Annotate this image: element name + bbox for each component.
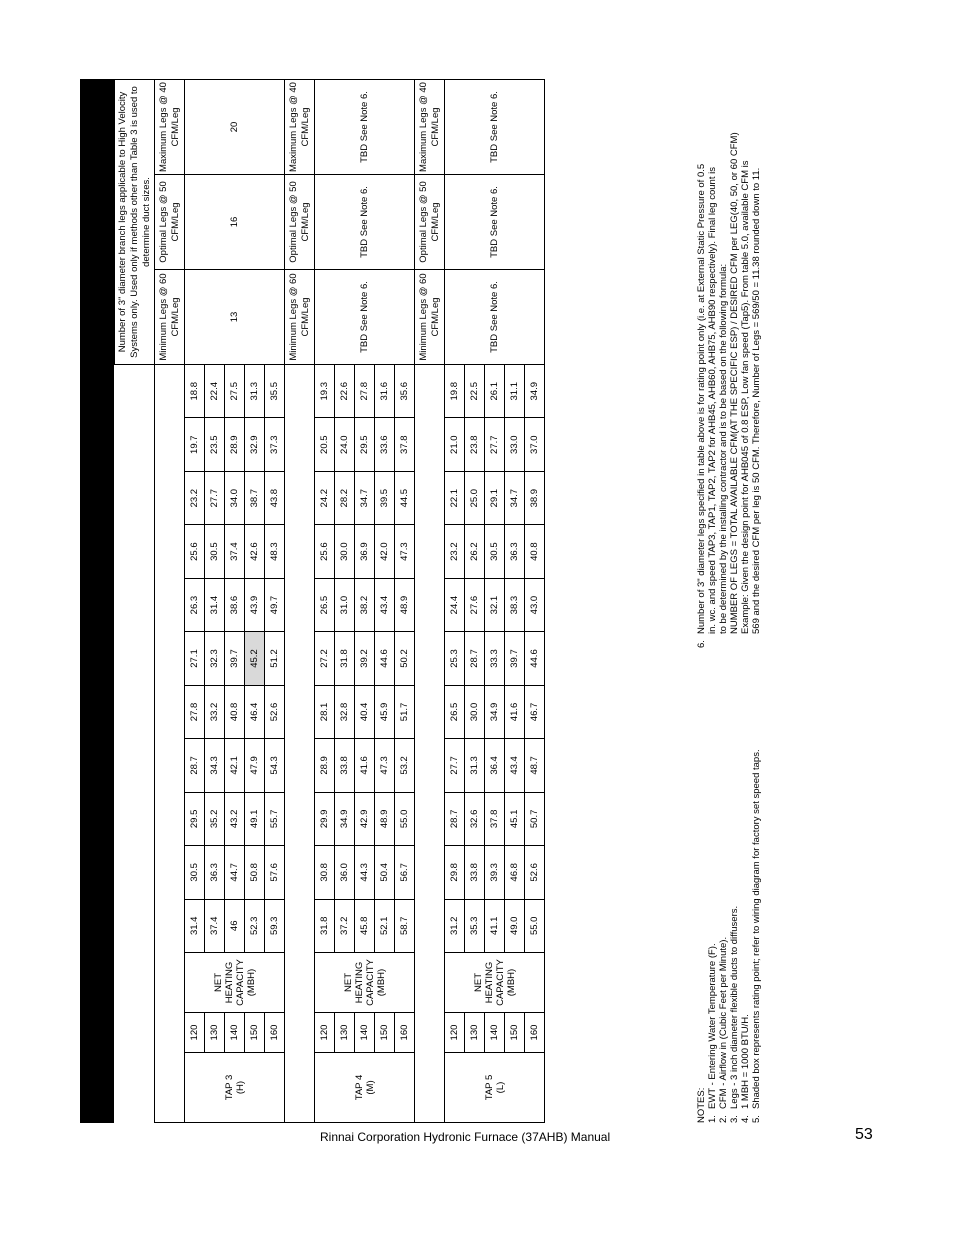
value-cell: 26.1 bbox=[485, 365, 505, 418]
value-cell: 31.2 bbox=[445, 899, 465, 952]
ewt-cell: 150 bbox=[505, 1013, 525, 1053]
value-cell: 22.6 bbox=[335, 365, 355, 418]
value-cell: 41.6 bbox=[505, 685, 525, 738]
note-6-line-4: NUMBER OF LEGS = TOTAL AVAILABLE CFM(AT THE SPECIFIC ESP) / DESIRED CFM per LEG(40, 50, or 60 CFM) bbox=[729, 132, 740, 634]
value-cell: 46.7 bbox=[525, 685, 545, 738]
value-cell: 55.0 bbox=[395, 792, 415, 845]
value-cell: 43.0 bbox=[525, 578, 545, 631]
legs-max-cell: TBD See Note 6. bbox=[315, 80, 415, 175]
value-cell: 38.2 bbox=[355, 578, 375, 631]
footer-title: Rinnai Corporation Hydronic Furnace (37AHB) Manual bbox=[320, 1130, 611, 1144]
value-cell: 31.8 bbox=[335, 632, 355, 685]
value-cell: 55.7 bbox=[265, 792, 285, 845]
value-cell: 26.5 bbox=[315, 578, 335, 631]
net-heating-capacity-table bbox=[80, 79, 644, 1123]
legs-opt-cell: TBD See Note 6. bbox=[315, 175, 415, 270]
table-row bbox=[315, 80, 335, 1123]
value-cell: 44.3 bbox=[355, 846, 375, 899]
value-cell: 42.9 bbox=[355, 792, 375, 845]
value-cell: 45.2 bbox=[245, 632, 265, 685]
value-cell: 39.7 bbox=[225, 632, 245, 685]
note-6-line-2: in. wc. and speed TAP3, TAP1, TAP2, TAP2 for AHB45, AHB60, AHB75, AHB90 respectively). Final leg count is bbox=[707, 167, 718, 634]
value-cell: 38.3 bbox=[505, 578, 525, 631]
value-cell: 33.8 bbox=[465, 846, 485, 899]
value-cell: 21.0 bbox=[445, 418, 465, 471]
value-cell: 22.4 bbox=[205, 365, 225, 418]
value-cell: 28.9 bbox=[315, 739, 335, 792]
value-cell: 50.2 bbox=[395, 632, 415, 685]
note-6-line-3: to be determined by the installing contractor and is to be based on the following formula: bbox=[718, 263, 729, 634]
leg-header-max: Maximum Legs @ 40 CFM/Leg bbox=[415, 80, 445, 175]
value-cell: 26.3 bbox=[185, 578, 205, 631]
value-cell: 30.5 bbox=[185, 846, 205, 899]
value-cell: 19.8 bbox=[445, 365, 465, 418]
value-cell: 34.9 bbox=[485, 685, 505, 738]
value-cell: 38.9 bbox=[525, 471, 545, 524]
value-cell: 49.7 bbox=[265, 578, 285, 631]
value-cell: 25.6 bbox=[315, 525, 335, 578]
legs-header-cell: Number of 3" diameter branch legs applicable to High Velocity Systems only. Used only if methods other than Table 3 is used to determine duct sizes. bbox=[115, 80, 155, 365]
value-cell: 34.0 bbox=[225, 471, 245, 524]
value-cell: 25.3 bbox=[445, 632, 465, 685]
note-text: CFM - Airflow in (Cubic Feet per Minute). bbox=[718, 936, 729, 1109]
value-cell: 31.6 bbox=[375, 365, 395, 418]
value-cell: 31.4 bbox=[205, 578, 225, 631]
value-cell: 28.7 bbox=[445, 792, 465, 845]
value-cell: 29.5 bbox=[185, 792, 205, 845]
value-cell: 44.5 bbox=[395, 471, 415, 524]
value-cell: 55.0 bbox=[525, 899, 545, 952]
ewt-cell: 120 bbox=[315, 1013, 335, 1053]
value-cell: 48.9 bbox=[395, 578, 415, 631]
value-cell: 27.8 bbox=[355, 365, 375, 418]
leg-header-min: Minimum Legs @ 60 CFM/Leg bbox=[415, 270, 445, 365]
value-cell: 52.6 bbox=[265, 685, 285, 738]
ewt-cell: 160 bbox=[395, 1013, 415, 1053]
value-cell: 19.3 bbox=[315, 365, 335, 418]
value-cell: 29.9 bbox=[315, 792, 335, 845]
value-cell: 39.5 bbox=[375, 471, 395, 524]
table-row bbox=[185, 80, 205, 1123]
tap-sub-label: (M) bbox=[364, 1080, 376, 1095]
value-cell: 36.3 bbox=[505, 525, 525, 578]
value-cell: 26.5 bbox=[445, 685, 465, 738]
value-cell: 58.7 bbox=[395, 899, 415, 952]
value-cell: 51.7 bbox=[395, 685, 415, 738]
value-cell: 29.1 bbox=[485, 471, 505, 524]
note-text: 1 MBH = 1000 BTU/H. bbox=[740, 1014, 751, 1109]
value-cell: 48.9 bbox=[375, 792, 395, 845]
value-cell: 50.4 bbox=[375, 846, 395, 899]
tap-label: TAP 3 bbox=[223, 1074, 235, 1101]
notes-title: NOTES: bbox=[696, 1087, 707, 1123]
value-cell: 24.0 bbox=[335, 418, 355, 471]
value-cell: 43.2 bbox=[225, 792, 245, 845]
ewt-cell: 150 bbox=[245, 1013, 265, 1053]
tap-sub-label: (L) bbox=[494, 1081, 506, 1094]
value-cell: 37.4 bbox=[205, 899, 225, 952]
note-item bbox=[751, 693, 762, 1123]
value-cell: 19.7 bbox=[185, 418, 205, 471]
leg-header-max: Maximum Legs @ 40 CFM/Leg bbox=[285, 80, 315, 175]
value-cell: 43.4 bbox=[375, 578, 395, 631]
ewt-cell: 140 bbox=[355, 1013, 375, 1053]
page-number: 53 bbox=[855, 1126, 873, 1143]
note-number: 5. bbox=[751, 1115, 762, 1123]
value-cell: 31.0 bbox=[335, 578, 355, 631]
section-subheader-row bbox=[285, 80, 315, 1123]
value-cell: 30.0 bbox=[465, 685, 485, 738]
note-6-number: 6. bbox=[696, 640, 707, 648]
value-cell: 36.9 bbox=[355, 525, 375, 578]
value-cell: 49.1 bbox=[245, 792, 265, 845]
value-cell: 46.8 bbox=[505, 846, 525, 899]
section-subheader-row bbox=[415, 80, 445, 1123]
legs-min-cell: TBD See Note 6. bbox=[315, 270, 415, 365]
value-cell: 22.1 bbox=[445, 471, 465, 524]
value-cell: 35.6 bbox=[395, 365, 415, 418]
value-cell: 24.4 bbox=[445, 578, 465, 631]
value-cell: 41.6 bbox=[355, 739, 375, 792]
value-cell: 36.3 bbox=[205, 846, 225, 899]
value-cell: 36.0 bbox=[335, 846, 355, 899]
legs-header-row bbox=[115, 80, 155, 1123]
value-cell: 32.9 bbox=[245, 418, 265, 471]
value-cell: 41.1 bbox=[485, 899, 505, 952]
tap-sub-label: (H) bbox=[234, 1080, 246, 1095]
value-cell: 29.8 bbox=[445, 846, 465, 899]
value-cell: 38.6 bbox=[225, 578, 245, 631]
value-cell: 35.5 bbox=[265, 365, 285, 418]
note-6 bbox=[696, 38, 762, 648]
value-cell: 37.4 bbox=[225, 525, 245, 578]
value-cell: 33.6 bbox=[375, 418, 395, 471]
note-text: EWT - Entering Water Temperature (F). bbox=[707, 943, 718, 1109]
value-cell: 44.6 bbox=[525, 632, 545, 685]
value-cell: 36.4 bbox=[485, 739, 505, 792]
leg-header-max: Maximum Legs @ 40 CFM/Leg bbox=[155, 80, 185, 175]
value-cell: 27.7 bbox=[445, 739, 465, 792]
subheader-blank-cell bbox=[415, 365, 445, 1123]
leg-header-opt: Optimal Legs @ 50 CFM/Leg bbox=[155, 175, 185, 270]
value-cell: 28.9 bbox=[225, 418, 245, 471]
value-cell: 27.8 bbox=[185, 685, 205, 738]
note-item bbox=[718, 693, 729, 1123]
value-cell: 30.5 bbox=[205, 525, 225, 578]
value-cell: 45.8 bbox=[355, 899, 375, 952]
value-cell: 42.1 bbox=[225, 739, 245, 792]
value-cell: 33.8 bbox=[335, 739, 355, 792]
ewt-cell: 120 bbox=[445, 1013, 465, 1053]
value-cell: 30.5 bbox=[485, 525, 505, 578]
value-cell: 31.3 bbox=[245, 365, 265, 418]
value-cell: 45.1 bbox=[505, 792, 525, 845]
value-cell: 34.9 bbox=[335, 792, 355, 845]
value-cell: 27.6 bbox=[465, 578, 485, 631]
value-cell: 52.1 bbox=[375, 899, 395, 952]
value-cell: 32.6 bbox=[465, 792, 485, 845]
value-cell: 30.8 bbox=[315, 846, 335, 899]
value-cell: 47.3 bbox=[395, 525, 415, 578]
ewt-cell: 150 bbox=[375, 1013, 395, 1053]
value-cell: 29.5 bbox=[355, 418, 375, 471]
value-cell: 32.1 bbox=[485, 578, 505, 631]
header-blank-cell bbox=[115, 365, 155, 1123]
table-title-bar bbox=[80, 79, 114, 1123]
value-cell: 52.6 bbox=[525, 846, 545, 899]
value-cell: 33.0 bbox=[505, 418, 525, 471]
ewt-cell: 160 bbox=[525, 1013, 545, 1053]
value-cell: 27.5 bbox=[225, 365, 245, 418]
note-number: 2. bbox=[718, 1115, 729, 1123]
value-cell: 34.7 bbox=[355, 471, 375, 524]
tap-label: TAP 4 bbox=[353, 1074, 365, 1101]
value-cell: 37.8 bbox=[395, 418, 415, 471]
value-cell: 43.4 bbox=[505, 739, 525, 792]
value-cell: 31.3 bbox=[465, 739, 485, 792]
value-cell: 28.1 bbox=[315, 685, 335, 738]
value-cell: 38.7 bbox=[245, 471, 265, 524]
value-cell: 40.8 bbox=[525, 525, 545, 578]
value-cell: 48.3 bbox=[265, 525, 285, 578]
value-cell: 50.8 bbox=[245, 846, 265, 899]
leg-header-min: Minimum Legs @ 60 CFM/Leg bbox=[155, 270, 185, 365]
value-cell: 25.6 bbox=[185, 525, 205, 578]
note-number: 4. bbox=[740, 1115, 751, 1123]
value-cell: 23.2 bbox=[445, 525, 465, 578]
value-cell: 34.7 bbox=[505, 471, 525, 524]
value-cell: 32.3 bbox=[205, 632, 225, 685]
legs-min-cell: 13 bbox=[185, 270, 285, 365]
value-cell: 43.9 bbox=[245, 578, 265, 631]
ewt-cell: 160 bbox=[265, 1013, 285, 1053]
note-number: 1. bbox=[707, 1115, 718, 1123]
value-cell: 39.2 bbox=[355, 632, 375, 685]
leg-header-min: Minimum Legs @ 60 CFM/Leg bbox=[285, 270, 315, 365]
value-cell: 44.7 bbox=[225, 846, 245, 899]
section-subheader-row bbox=[155, 80, 185, 1123]
value-cell: 56.7 bbox=[395, 846, 415, 899]
value-cell: 23.5 bbox=[205, 418, 225, 471]
value-cell: 35.3 bbox=[465, 899, 485, 952]
legs-min-cell: TBD See Note 6. bbox=[445, 270, 545, 365]
net-heating-label: NET HEATING CAPACITY (MBH) bbox=[315, 953, 415, 1013]
note-number: 3. bbox=[729, 1115, 740, 1123]
notes-left-column bbox=[696, 693, 762, 1123]
value-cell: 40.8 bbox=[225, 685, 245, 738]
value-cell: 37.0 bbox=[525, 418, 545, 471]
value-cell: 46 bbox=[225, 899, 245, 952]
value-cell: 37.8 bbox=[485, 792, 505, 845]
value-cell: 51.2 bbox=[265, 632, 285, 685]
note-6-line-6: 569 and the desired CFM per leg is 50 CFM. Therefore, Number of Legs = 569/50 = 11.38 rounded down to 11. bbox=[751, 167, 762, 634]
value-cell: 31.1 bbox=[505, 365, 525, 418]
legs-opt-cell: 16 bbox=[185, 175, 285, 270]
net-heating-label: NET HEATING CAPACITY (MBH) bbox=[185, 953, 285, 1013]
value-cell: 23.2 bbox=[185, 471, 205, 524]
value-cell: 28.7 bbox=[465, 632, 485, 685]
value-cell: 33.3 bbox=[485, 632, 505, 685]
value-cell: 49.0 bbox=[505, 899, 525, 952]
value-cell: 27.2 bbox=[315, 632, 335, 685]
value-cell: 39.3 bbox=[485, 846, 505, 899]
net-heating-label: NET HEATING CAPACITY (MBH) bbox=[445, 953, 545, 1013]
value-cell: 44.6 bbox=[375, 632, 395, 685]
value-cell: 53.2 bbox=[395, 739, 415, 792]
value-cell: 18.8 bbox=[185, 365, 205, 418]
value-cell: 43.8 bbox=[265, 471, 285, 524]
value-cell: 28.2 bbox=[335, 471, 355, 524]
value-cell: 50.7 bbox=[525, 792, 545, 845]
value-cell: 22.5 bbox=[465, 365, 485, 418]
ewt-cell: 140 bbox=[225, 1013, 245, 1053]
value-cell: 37.2 bbox=[335, 899, 355, 952]
tap-cell bbox=[445, 1053, 545, 1123]
tap-label: TAP 5 bbox=[483, 1074, 495, 1101]
value-cell: 37.3 bbox=[265, 418, 285, 471]
leg-header-opt: Optimal Legs @ 50 CFM/Leg bbox=[285, 175, 315, 270]
capacity-grid bbox=[114, 79, 545, 1123]
value-cell: 33.2 bbox=[205, 685, 225, 738]
value-cell: 34.3 bbox=[205, 739, 225, 792]
value-cell: 34.9 bbox=[525, 365, 545, 418]
note-6-line-5: Example: Given the design point for AHB045 of 0.8 ESP, Low fan speed (Tap5). From table 5.0, available CFM is bbox=[740, 160, 751, 634]
value-cell: 54.3 bbox=[265, 739, 285, 792]
value-cell: 27.7 bbox=[485, 418, 505, 471]
value-cell: 23.8 bbox=[465, 418, 485, 471]
legs-max-cell: 20 bbox=[185, 80, 285, 175]
value-cell: 27.1 bbox=[185, 632, 205, 685]
ewt-cell: 130 bbox=[335, 1013, 355, 1053]
ewt-cell: 120 bbox=[185, 1013, 205, 1053]
value-cell: 26.2 bbox=[465, 525, 485, 578]
value-cell: 59.3 bbox=[265, 899, 285, 952]
value-cell: 45.9 bbox=[375, 685, 395, 738]
legs-opt-cell: TBD See Note 6. bbox=[445, 175, 545, 270]
ewt-cell: 130 bbox=[205, 1013, 225, 1053]
note-text: Shaded box represents rating point; refer to wiring diagram for factory set speed taps. bbox=[751, 749, 762, 1109]
value-cell: 47.9 bbox=[245, 739, 265, 792]
tap-cell bbox=[185, 1053, 285, 1123]
leg-header-opt: Optimal Legs @ 50 CFM/Leg bbox=[415, 175, 445, 270]
value-cell: 35.2 bbox=[205, 792, 225, 845]
value-cell: 24.2 bbox=[315, 471, 335, 524]
value-cell: 39.7 bbox=[505, 632, 525, 685]
table-row bbox=[445, 80, 465, 1123]
value-cell: 47.3 bbox=[375, 739, 395, 792]
tap-cell bbox=[315, 1053, 415, 1123]
ewt-cell: 130 bbox=[465, 1013, 485, 1053]
value-cell: 20.5 bbox=[315, 418, 335, 471]
value-cell: 31.4 bbox=[185, 899, 205, 952]
value-cell: 42.0 bbox=[375, 525, 395, 578]
value-cell: 57.6 bbox=[265, 846, 285, 899]
value-cell: 48.7 bbox=[525, 739, 545, 792]
subheader-blank-cell bbox=[285, 365, 315, 1123]
value-cell: 46.4 bbox=[245, 685, 265, 738]
value-cell: 40.4 bbox=[355, 685, 375, 738]
value-cell: 27.7 bbox=[205, 471, 225, 524]
note-item bbox=[729, 693, 740, 1123]
value-cell: 31.8 bbox=[315, 899, 335, 952]
value-cell: 52.3 bbox=[245, 899, 265, 952]
value-cell: 32.8 bbox=[335, 685, 355, 738]
legs-max-cell: TBD See Note 6. bbox=[445, 80, 545, 175]
value-cell: 25.0 bbox=[465, 471, 485, 524]
note-item bbox=[707, 693, 718, 1123]
value-cell: 30.0 bbox=[335, 525, 355, 578]
note-text: Legs - 3 inch diameter flexible ducts to diffusers. bbox=[729, 905, 740, 1109]
note-item bbox=[740, 693, 751, 1123]
ewt-cell: 140 bbox=[485, 1013, 505, 1053]
value-cell: 28.7 bbox=[185, 739, 205, 792]
subheader-blank-cell bbox=[155, 365, 185, 1123]
value-cell: 42.6 bbox=[245, 525, 265, 578]
note-6-line-1: Number of 3" diameter legs specified in table above is for rating point only (i.e. at External Static Pressure of 0.5 bbox=[696, 163, 707, 634]
